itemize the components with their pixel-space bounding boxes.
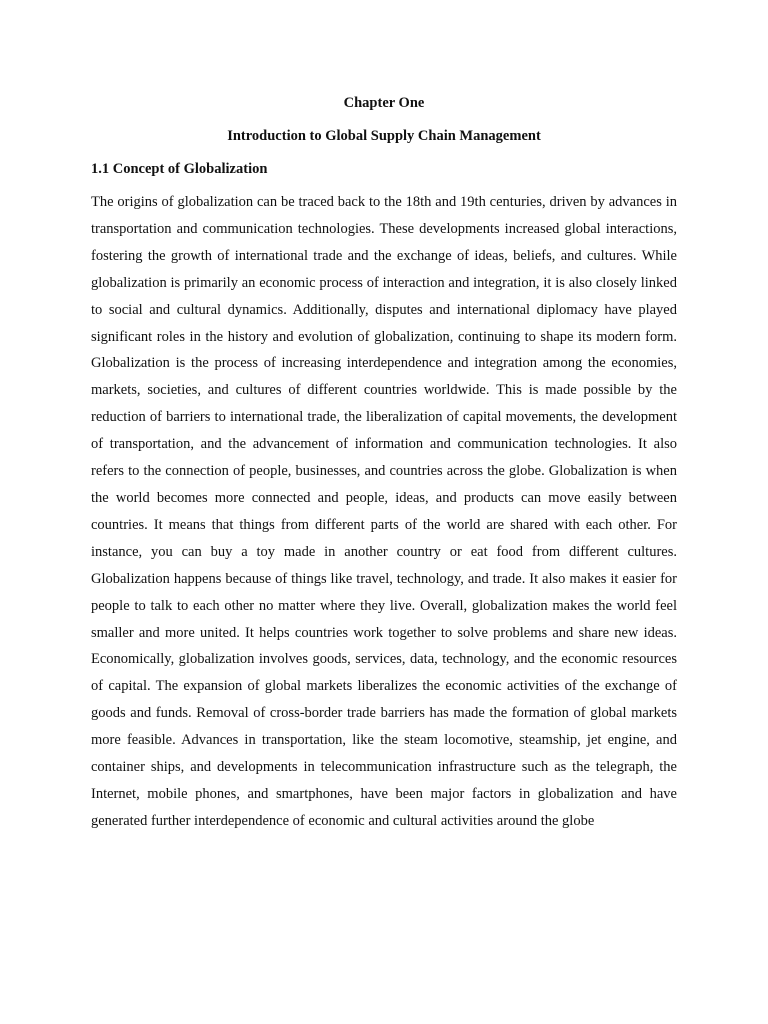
body-paragraph: The origins of globalization can be traced back to the 18th and 19th centuries, driven by advances in transportation and communication technologies. These developments increased global interactions, fostering the growth of international trade and the exchange of ideas, beliefs, and cultures. While globalization is primarily an economic process of interaction and integration, it is also closely linked to social and cultural dynamics. Additionally, disputes and international diplomacy have played significant roles in the history and evolution of globalization, continuing to shape its modern form. Globalization is the process of increasing interdependence and integration among the economies, markets, societies, and cultures of different countries worldwide. This is made possible by the reduction of barriers to international trade, the liberalization of capital movements, the development of transportation, and the advancement of information and communication technologies. It also refers to the connection of people, businesses, and countries across the globe. Globalization is when the world becomes more connected and people, ideas, and products can move easily between countries. It means that things from different parts of the world are shared with each other. For instance, you can buy a toy made in another country or eat food from different cultures. Globalization happens because of things like travel, technology, and trade. It also makes it easier for people to talk to each other no matter where they live. Overall, globalization makes the world feel smaller and more united. It helps countries work together to solve problems and share new ideas. Economically, globalization involves goods, services, data, technology, and the economic resources of capital. The expansion of global markets liberalizes the economic activities of the exchange of goods and funds. Removal of cross-border trade barriers has made the formation of global markets more feasible. Advances in transportation, like the steam locomotive, steamship, jet engine, and container ships, and developments in telecommunication infrastructure such as the telegraph, the Internet, mobile phones, and smartphones, have been major factors in globalization and have generated further interdependence of economic and cultural activities around the globe <box>91 194 677 829</box>
section-heading: 1.1 Concept of Globalization <box>91 161 268 177</box>
chapter-title: Chapter One <box>343 95 425 111</box>
chapter-subtitle: Introduction to Global Supply Chain Management <box>227 128 541 144</box>
